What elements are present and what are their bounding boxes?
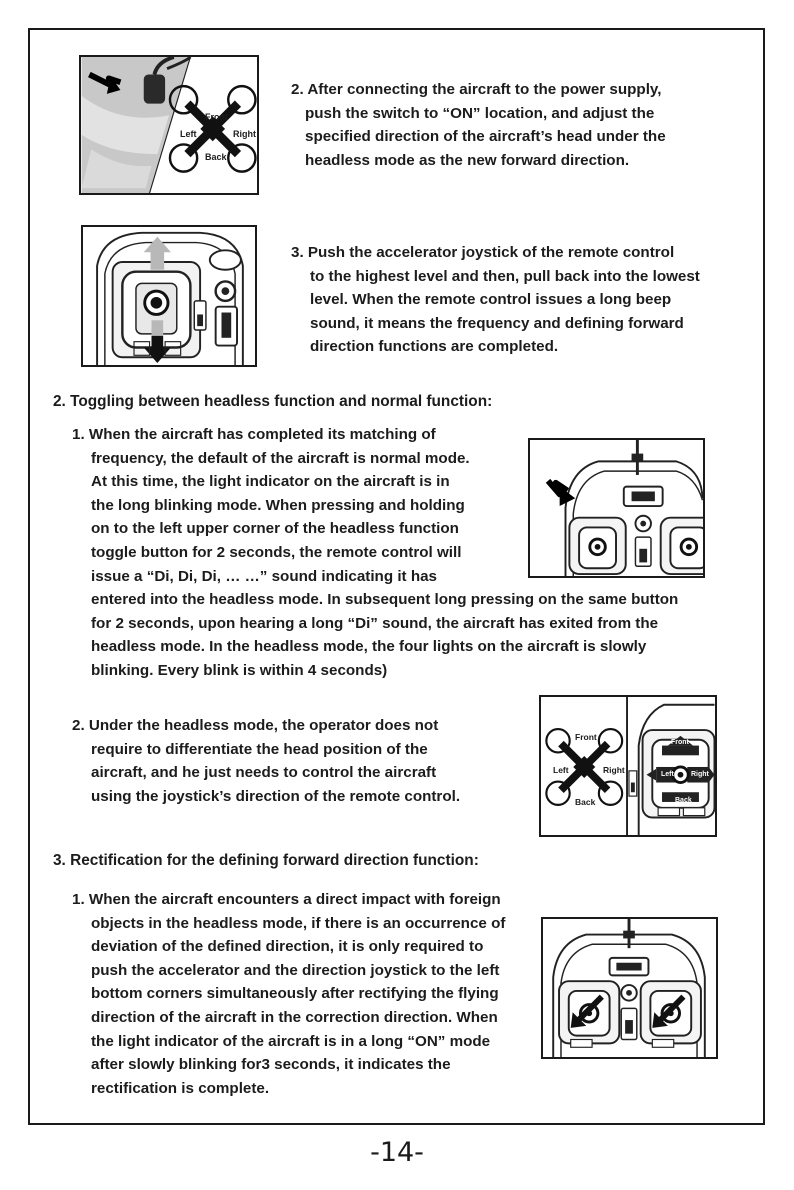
text-line: headless mode. In the headless mode, the four lights on the aircraft is slowly (91, 638, 647, 656)
drone-label-right: Right (233, 129, 256, 139)
section-3-heading: 3. Rectification for the defining forward direction function: (53, 852, 479, 869)
text-line: 2. Under the headless mode, the operator does not (72, 717, 439, 734)
drone-label-back: Back (575, 797, 596, 807)
drone-label-right: Right (603, 765, 625, 775)
text-line: direction functions are completed. (310, 338, 559, 356)
headless-direction-figure (539, 695, 717, 837)
drone-label-front: Front (575, 732, 597, 742)
headless-toggle-figure (528, 438, 705, 578)
section-2-heading: 2. Toggling between headless function and normal function: (53, 393, 493, 410)
text-line: frequency, the default of the aircraft is normal mode. (91, 449, 470, 467)
text-line: toggle button for 2 seconds, the remote control will (91, 543, 462, 561)
text-line: level. When the remote control issues a long beep (310, 291, 672, 309)
drone-label-back: Back (205, 152, 227, 162)
text-line: At this time, the light indicator on the aircraft is in (91, 473, 450, 491)
text-line: on to the left upper corner of the headless function (91, 520, 459, 538)
text-line: deviation of the defined direction, it is only required to (91, 938, 484, 956)
step-2-text (291, 78, 666, 172)
text-line: issue a “Di, Di, Di, … …” sound indicating it has (91, 567, 437, 585)
text-line: the light indicator of the aircraft is in a long “ON” mode (91, 1032, 491, 1050)
text-line: aircraft, and he just needs to control the aircraft (91, 764, 437, 782)
text-line: entered into the headless mode. In subsequent long pressing on the same button (91, 591, 679, 609)
text-line: after slowly blinking for3 seconds, it indicates the (91, 1056, 451, 1074)
text-line: 1. When the aircraft encounters a direct impact with foreign (72, 891, 501, 908)
text-line: rectification is complete. (91, 1079, 270, 1097)
text-line: push the accelerator and the direction joystick to the left (91, 961, 500, 979)
text-line: bottom corners simultaneously after rectifying the flying (91, 985, 499, 1003)
joystick-label-left: Left (661, 771, 674, 778)
drone-label-left: Left (553, 765, 569, 775)
text-line: sound, it means the frequency and defining forward (310, 314, 684, 332)
text-line: 2. After connecting the aircraft to the power supply, (291, 81, 662, 98)
page-number: -14- (370, 1137, 424, 1168)
text-line: direction of the aircraft in the correction direction. When (91, 1008, 498, 1026)
text-line: using the joystick’s direction of the remote control. (91, 787, 461, 805)
step-3-text (291, 241, 700, 359)
text-line: objects in the headless mode, if there is an occurrence of (91, 914, 506, 932)
section-3-item-1-text (72, 888, 505, 1100)
drone-label-left: Left (180, 129, 197, 139)
joystick-label-front: Front (671, 739, 689, 746)
text-line: push the switch to “ON” location, and adjust the (305, 104, 655, 122)
joystick-label-back: Back (675, 797, 692, 804)
joystick-label-right: Right (691, 771, 709, 778)
power-switch-figure (79, 55, 259, 195)
text-line: require to differentiate the head position of the (91, 740, 428, 758)
text-line: headless mode as the new forward direction. (305, 151, 630, 169)
section-2-item-2-text (72, 714, 460, 808)
text-line: 1. When the aircraft has completed its matching of (72, 426, 436, 443)
text-line: to the highest level and then, pull back into the lowest (310, 267, 700, 285)
text-line: for 2 seconds, upon hearing a long “Di” sound, the aircraft has exited from the (91, 614, 659, 632)
text-line: blinking. Every blink is within 4 seconds) (91, 661, 388, 679)
drone-label-front: Front (205, 112, 228, 122)
text-line: specified direction of the aircraft’s head under the (305, 128, 666, 146)
text-line: the long blinking mode. When pressing and holding (91, 496, 465, 514)
text-line: 3. Push the accelerator joystick of the remote control (291, 244, 675, 261)
rectification-figure (541, 917, 718, 1059)
accelerator-joystick-figure (81, 225, 257, 367)
